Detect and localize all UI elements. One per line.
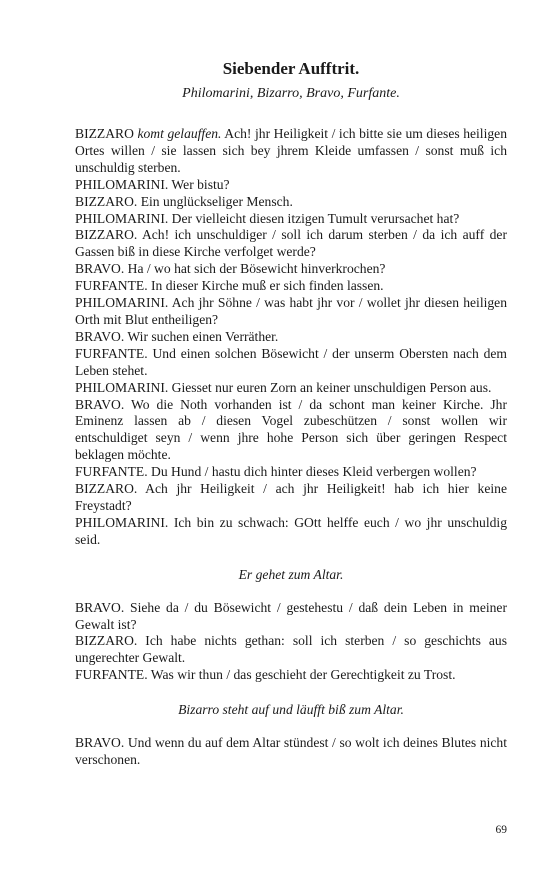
- page-number: 69: [495, 824, 507, 836]
- dialogue-line: [75, 126, 507, 177]
- dialogue-block-2: [75, 600, 507, 685]
- dialogue-line: [75, 177, 507, 194]
- line-text: FURFANTE. In dieser Kirche muß er sich finden lassen.: [75, 278, 384, 294]
- scene-title: Siebender Aufftrit.: [222, 59, 360, 78]
- line-text: BRAVO. Siehe da / du Bösewicht / gestehestu / daß dein Leben in meiner Gewalt ist?: [75, 599, 507, 632]
- line-text: PHILOMARINI. Ich bin zu schwach: GOtt helffe euch / wo jhr unschuldig seid.: [75, 514, 507, 547]
- dialogue-block-1: [75, 126, 507, 549]
- dialogue-line: [75, 261, 507, 278]
- stage-direction-1: Er gehet zum Altar.: [238, 566, 344, 582]
- line-text: PHILOMARINI. Der vielleicht diesen itzigen Tumult verursachet hat?: [75, 210, 460, 226]
- dialogue-line: [75, 481, 507, 515]
- line-text: BIZZARO. Ein unglückseliger Mensch.: [75, 193, 293, 209]
- dialogue-line: [75, 515, 507, 549]
- line-text: PHILOMARINI. Giesset nur euren Zorn an keiner unschuldigen Person aus.: [75, 379, 492, 395]
- dialogue-line: [75, 329, 507, 346]
- dialogue-line: [75, 464, 507, 481]
- line-text: FURFANTE. Du Hund / hastu dich hinter dieses Kleid verbergen wollen?: [75, 464, 477, 480]
- line-text: BRAVO. Wo die Noth vorhanden ist / da schont man keiner Kirche. Jhr Eminenz lassen ab / diesen Vogel zubeschützen / sonst wollen wir entschuldiget seyn / wenn jhre hohe Person sich über geringen Respect beklagen möchte.: [75, 396, 507, 463]
- line-text: PHILOMARINI. Ach jhr Söhne / was habt jhr vor / wollet jhr diesen heiligen Orth mit Blut entheiligen?: [75, 295, 507, 327]
- dialogue-line: [75, 211, 507, 228]
- dialogue-line: [75, 278, 507, 295]
- line-text: BIZZARO. Ach jhr Heiligkeit / ach jhr Heiligkeit! hab ich hier keine Freystadt?: [75, 481, 507, 513]
- dialogue-line: [75, 735, 507, 769]
- dialogue-block-3: [75, 735, 507, 769]
- dialogue-line: [75, 346, 507, 380]
- line-text: BRAVO. Und wenn du auf dem Altar stündest / so wolt ich deines Blutes nicht verschonen.: [75, 735, 507, 768]
- line-text: BIZZARO. Ich habe nichts gethan: soll ich sterben / so geschichts aus ungerechter Gewalt.: [75, 633, 507, 666]
- cast-list: Philomarini, Bizarro, Bravo, Furfante.: [182, 86, 400, 101]
- dialogue-line: [75, 227, 507, 261]
- dialogue-line: [75, 380, 507, 397]
- line-text: Ach! jhr Heiligkeit / ich bitte sie um dieses heiligen Ortes willen / sie lassen sich bey jhrem Kleide umfassen / sonst muß ich unschuldig sterben.: [75, 126, 507, 175]
- page-body: [75, 58, 507, 769]
- line-text: BRAVO. Wir suchen einen Verräther.: [75, 328, 279, 344]
- line-text: BRAVO. Ha / wo hat sich der Bösewicht hinverkrochen?: [75, 261, 386, 277]
- inline-stage-direction: komt gelauffen.: [137, 126, 222, 141]
- line-text: FURFANTE. Was wir thun / das geschieht der Gerechtigkeit zu Trost.: [75, 667, 456, 683]
- dialogue-line: [75, 397, 507, 465]
- line-text: PHILOMARINI. Wer bistu?: [75, 176, 230, 192]
- speaker-name: BIZZARO: [75, 126, 138, 141]
- dialogue-line: [75, 194, 507, 211]
- line-text: FURFANTE. Und einen solchen Bösewicht / der unserm Obersten nach dem Leben stehet.: [75, 345, 507, 378]
- line-text: BIZZARO. Ach! ich unschuldiger / soll ich darum sterben / da ich auff der Gassen biß in diese Kirche verfolget werde?: [75, 227, 507, 260]
- dialogue-line: [75, 600, 507, 634]
- dialogue-line: [75, 667, 507, 684]
- dialogue-line: [75, 633, 507, 667]
- dialogue-line: [75, 295, 507, 329]
- stage-direction-2: Bizarro steht auf und läufft biß zum Altar.: [178, 702, 404, 718]
